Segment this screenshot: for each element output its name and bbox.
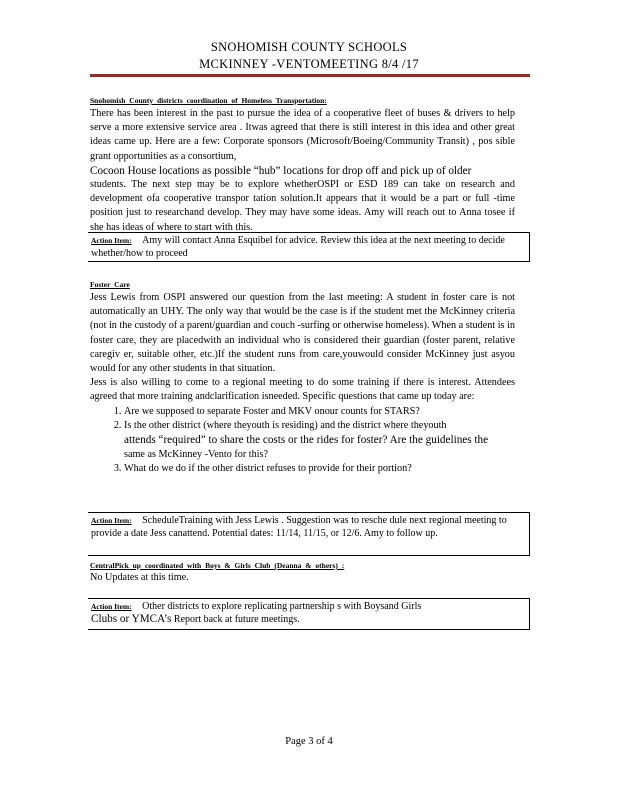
header-rule — [90, 74, 530, 77]
transportation-text-3: students. The next step may be to explore whetherOSPI or ESD 189 can take on research and development ofa cooperative transpor tation solution.It appears that it would be a part or full -time position just to researchand develop. They may have some ideas. Amy will reach out to Anna tosee if she has ideas of where to start with this. — [90, 179, 515, 233]
central-pickup-text: No Updates at this time. — [90, 572, 189, 583]
transportation-paragraph — [90, 107, 515, 235]
page-number: Page 3 of 4 — [285, 736, 333, 747]
action-item-box-1 — [88, 232, 530, 262]
foster-care-text-2: Jess is also willing to come to a regional meeting to do some training if there is interest. Attendees agreed that more training andclarification isneeded. Specific questions that came up today are: — [90, 377, 515, 403]
action-item-text: Amy will contact Anna Esquibel for advice. Review this idea at the next meeting to decide whether/how to proceed — [91, 235, 505, 259]
action-item-label: Action Item: — [91, 602, 132, 611]
transportation-text-1: There has been interest in the past to pursue the idea of a cooperative fleet of buses & drivers to help serve a more extensive service area . Itwas agreed that there is still interest in this idea and other great ideas came up. Here are a few: Corporate sponsors (Microsoft/Boeing/Community Transit) , pos sible grant opportunities as a consortium, — [90, 108, 515, 162]
section-heading-foster-care: Foster Care — [90, 280, 130, 289]
action-item-box-3 — [88, 598, 530, 630]
foster-care-text-1: Jess Lewis from OSPI answered our question from the last meeting: A student in foster care is not automatically an UHY. The only way that would be the case is if the student met the McKinney criteria (not in the custody of a parent/guardian and couch -surfing or otherwise homeless). When a student is in foster care, they are placedwith an individual who is considered their guardian (foster parent, relative caregiv er, suitable other, etc.)If the student runs from care,youwould consider McKinney just asyou would for any other students in that situation. — [90, 292, 515, 375]
section-heading-transportation: Snohomish County districts coordination of Homeless Transportation: — [90, 96, 327, 105]
meeting-title: MCKINNEY -VENTOMEETING 8/4 /17 — [199, 57, 419, 71]
transportation-text-2: Cocoon House locations as possible “hub” locations for drop off and pick up of older — [90, 164, 472, 177]
foster-care-paragraph — [90, 291, 515, 477]
action-item-box-2 — [88, 512, 530, 556]
list-item: 2. Is the other district (where theyouth is residing) and the district where theyouth attends “required” to share the costs or the rides for foster? Are the guidelines the same as McKinney -Vento for this? — [124, 419, 515, 463]
action-item-text-2: Clubs or YMCA’s — [91, 613, 172, 625]
foster-questions-list — [90, 405, 515, 477]
action-item-label: Action Item: — [91, 236, 132, 245]
doc-title: SNOHOMISH COUNTY SCHOOLS — [210, 40, 408, 54]
action-item-text: ScheduleTraining with Jess Lewis . Suggestion was to resche dule next regional meeting to provide a date Jess canattend. Potential dates: 11/14, 11/15, or 12/6. Amy to follow up. — [91, 515, 507, 539]
section-heading-central-pickup: CentralPick up coordinated with Boys & Girls Club (Deanna & others) : — [90, 561, 345, 570]
action-item-label: Action Item: — [91, 516, 132, 525]
list-item: 3. What do we do if the other district refuses to provide for their portion? — [124, 462, 515, 476]
action-item-text-3: Report back at future meetings. — [173, 614, 300, 625]
list-item: 1. Are we supposed to separate Foster and MKV onour counts for STARS? — [124, 405, 515, 419]
action-item-text: Other districts to explore replicating partnership s with Boysand Girls — [142, 601, 422, 612]
